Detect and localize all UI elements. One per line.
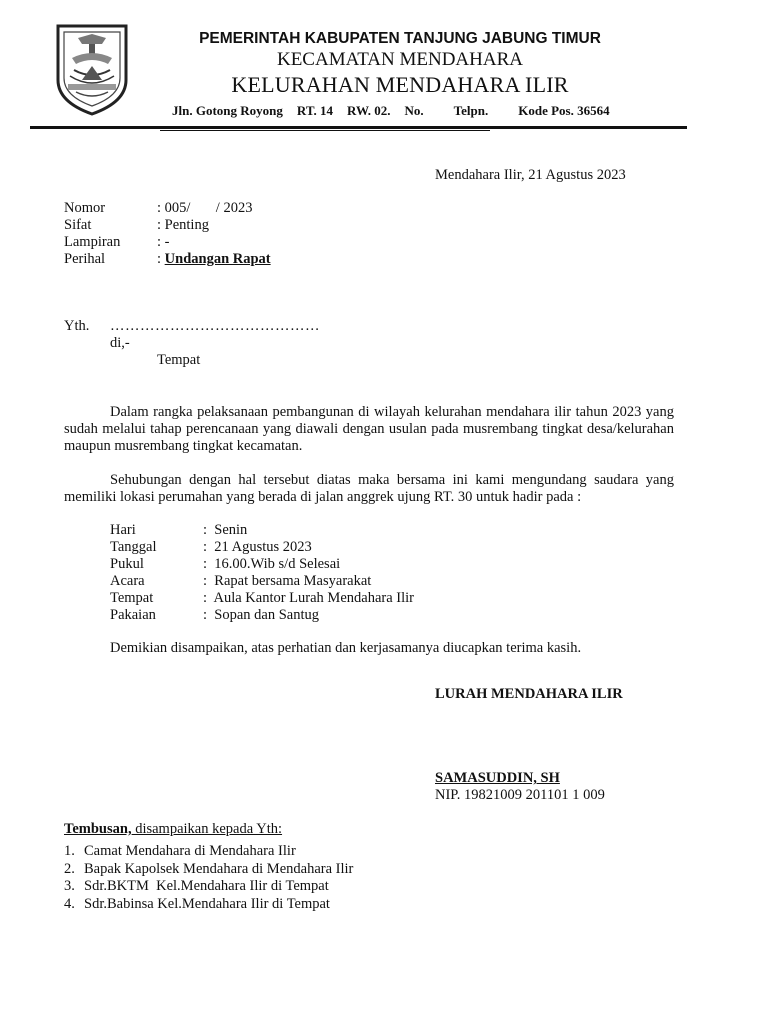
recipient-dots: …………………………………… — [110, 318, 320, 334]
cc-list-item — [64, 878, 353, 896]
letterhead-address — [172, 103, 610, 119]
meta-label: Sifat — [64, 217, 92, 233]
agenda-label: Tempat — [110, 590, 154, 606]
letterhead-divider-thin — [160, 130, 490, 131]
meta-value — [157, 251, 271, 268]
cc-item-text: Sdr.BKTM Kel.Mendahara Ilir di Tempat — [84, 878, 329, 894]
agenda-value: : 16.00.Wib s/d Selesai — [203, 556, 341, 572]
cc-item-number: 2. — [64, 860, 75, 877]
meta-value: : 005/ / 2023 — [157, 200, 253, 216]
agenda-value: : Sopan dan Santug — [203, 607, 319, 623]
recipient-tempat: Tempat — [157, 352, 201, 368]
cc-item-text: Camat Mendahara di Mendahara Ilir — [84, 843, 296, 859]
letterhead-line-3: KELURAHAN MENDAHARA ILIR — [231, 72, 569, 97]
address-street: Jln. Gotong Royong — [172, 103, 283, 118]
signature-name: SAMASUDDIN, SH — [435, 770, 560, 786]
agenda-label: Acara — [110, 573, 145, 589]
agenda-label: Pakaian — [110, 607, 156, 623]
agenda-value: : Senin — [203, 522, 248, 538]
agenda-label: Tanggal — [110, 539, 157, 555]
address-rw: RW. 02. — [347, 103, 391, 118]
closing-sentence: Demikian disampaikan, atas perhatian dan kerjasamanya diucapkan terima kasih. — [110, 640, 582, 656]
letterhead-line-2: KECAMATAN MENDAHARA — [276, 49, 523, 70]
address-phone: Telpn. — [453, 103, 489, 118]
cc-list-item — [64, 843, 353, 861]
agenda-label: Hari — [110, 522, 136, 538]
address-no: No. — [404, 103, 424, 118]
meta-value: : - — [157, 234, 170, 250]
cc-item-text: Sdr.Babinsa Kel.Mendahara Ilir di Tempat — [84, 895, 330, 912]
cc-list-item — [64, 896, 353, 914]
meta-label: Nomor — [64, 200, 106, 216]
cc-heading-bold: Tembusan, — [64, 821, 132, 837]
cc-heading — [64, 821, 282, 838]
letterhead-divider-thick — [30, 126, 687, 129]
subject-title: Undangan Rapat — [164, 251, 271, 267]
signature-title: LURAH MENDAHARA ILIR — [435, 686, 623, 702]
agenda-value: : Aula Kantor Lurah Mendahara Ilir — [203, 590, 414, 606]
body-paragraph-1: Dalam rangka pelaksanaan pembangunan di wilayah kelurahan mendahara ilir tahun 2023 yang sudah melalui tahap perencanaan yang diawali dengan usulan pada musrembang tingkat desa/kelurahan maupun musrembang tingkat kecamatan. — [64, 404, 674, 454]
meta-label: Perihal — [64, 251, 106, 267]
cc-list-item — [64, 861, 353, 879]
meta-colon: : — [157, 251, 165, 267]
meta-value: : Penting — [157, 217, 209, 233]
agenda-value: : 21 Agustus 2023 — [203, 539, 312, 555]
recipient-di: di,- — [110, 335, 130, 351]
cc-heading-rest: disampaikan kepada Yth: — [131, 821, 283, 837]
regency-emblem-icon — [52, 18, 132, 118]
body-paragraph-2: Sehubungan dengan hal tersebut diatas maka bersama ini kami mengundang saudara yang memiliki lokasi perumahan yang berada di jalan anggrek ujung RT. 30 untuk hadir pada : — [64, 472, 674, 505]
address-rt: RT. 14 — [296, 103, 334, 118]
agenda-value: : Rapat bersama Masyarakat — [203, 573, 372, 589]
cc-item-number: 1. — [64, 843, 75, 859]
cc-list — [64, 843, 353, 913]
address-postcode: Kode Pos. 36564 — [518, 103, 610, 118]
cc-item-number: 4. — [64, 895, 75, 912]
recipient-yth: Yth. — [64, 318, 90, 334]
meta-label: Lampiran — [64, 234, 121, 250]
place-date: Mendahara Ilir, 21 Agustus 2023 — [435, 167, 626, 183]
letterhead-line-1: PEMERINTAH KABUPATEN TANJUNG JABUNG TIMUR — [199, 30, 601, 47]
agenda-label: Pukul — [110, 556, 144, 572]
cc-item-number: 3. — [64, 878, 75, 894]
cc-item-text: Bapak Kapolsek Mendahara di Mendahara Ilir — [84, 860, 354, 877]
signature-nip: NIP. 19821009 201101 1 009 — [435, 787, 605, 803]
